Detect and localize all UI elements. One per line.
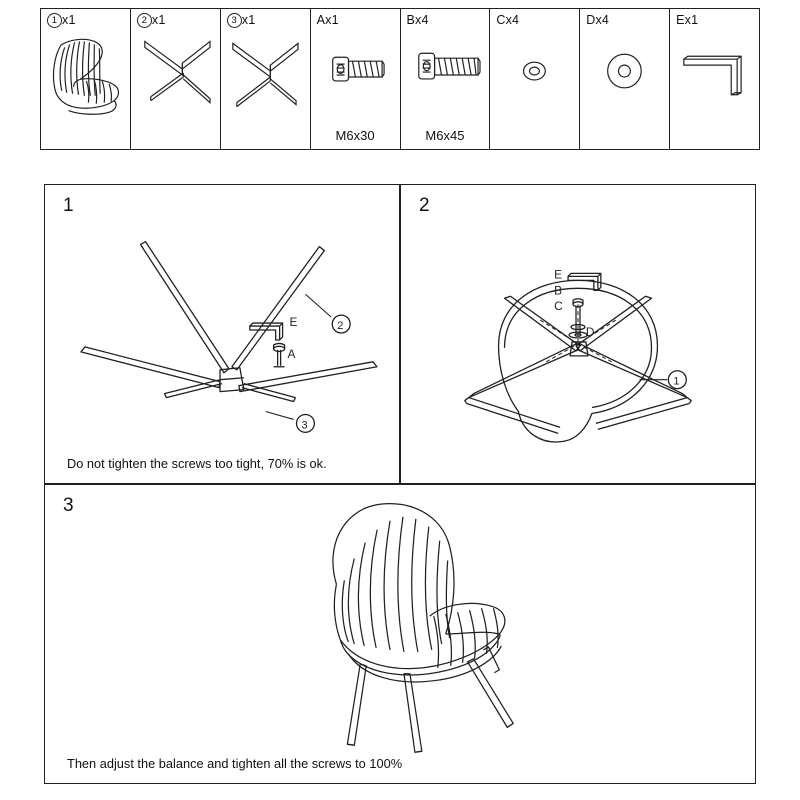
part-label-D: Dx4	[586, 13, 610, 27]
chair-seat-icon	[41, 23, 130, 127]
step-3-panel	[44, 484, 756, 784]
part-cell-E	[670, 9, 759, 149]
part-size-B: M6x45	[425, 128, 465, 143]
svg-text:E: E	[554, 267, 563, 282]
svg-text:A: A	[287, 346, 296, 361]
part-cell-3	[221, 9, 311, 149]
part-label-2: 2 x1	[137, 13, 166, 28]
part-size-A: M6x30	[335, 128, 375, 143]
step-2-panel	[400, 184, 756, 484]
leg-bracket-left-icon	[131, 23, 220, 127]
step-3-illustration	[45, 485, 755, 783]
part-cell-D	[580, 9, 670, 149]
part-cell-2	[131, 9, 221, 149]
part-cell-C	[490, 9, 580, 149]
svg-text:3: 3	[301, 419, 308, 432]
flat-washer-icon	[580, 23, 669, 127]
step-1-number: 1	[63, 195, 74, 216]
part-cell-A	[311, 9, 401, 149]
part-label-C: Cx4	[496, 13, 520, 27]
step-3-note: Then adjust the balance and tighten all the screws to 100%	[67, 756, 403, 771]
svg-text:B: B	[554, 283, 563, 298]
circled-number-icon: 1	[47, 13, 62, 28]
svg-text:E: E	[289, 315, 298, 330]
spring-washer-icon	[490, 23, 579, 127]
bolt-long-icon	[401, 23, 490, 127]
bolt-short-icon	[311, 23, 400, 127]
part-label-B: Bx4	[406, 13, 429, 27]
step-1-note: Do not tighten the screws too tight, 70% is ok.	[67, 456, 327, 471]
parts-list	[40, 8, 760, 150]
svg-text:D: D	[585, 324, 595, 339]
part-cell-B	[401, 9, 491, 149]
step-2-number: 2	[419, 195, 430, 216]
part-label-1: 1 x1	[47, 13, 76, 28]
circled-number-icon: 3	[227, 13, 242, 28]
svg-text:2: 2	[337, 320, 344, 333]
step-1-illustration	[45, 185, 399, 483]
circled-number-icon: 2	[137, 13, 152, 28]
step-1-panel	[44, 184, 400, 484]
svg-text:C: C	[554, 299, 563, 314]
allen-key-icon	[670, 23, 759, 127]
step-3-number: 3	[63, 495, 74, 516]
leg-bracket-right-icon	[221, 23, 310, 127]
part-label-A: Ax1	[316, 13, 339, 27]
step-2-illustration	[401, 185, 755, 483]
svg-text:1: 1	[673, 375, 680, 388]
part-label-E: Ex1	[676, 13, 699, 27]
part-label-3: 3 x1	[227, 13, 256, 28]
part-cell-1	[41, 9, 131, 149]
